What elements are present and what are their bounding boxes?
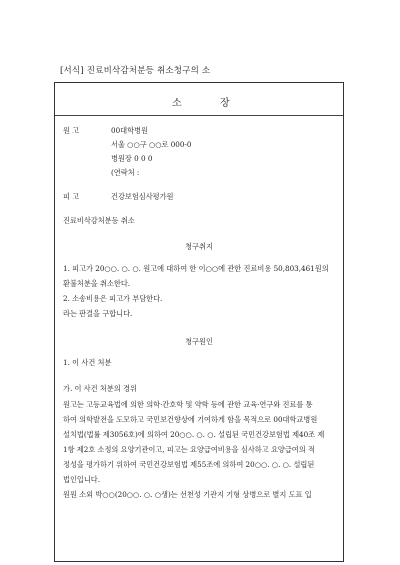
title-row bbox=[55, 83, 343, 116]
plaintiff-contact: (연락처 : bbox=[111, 168, 140, 177]
body-line: 원원 소외 박○○(20○○. ○. ○생)는 선천성 기관지 기형 상병으로 별지 도표 입 bbox=[63, 490, 312, 499]
plaintiff-address: 서울 ○○구 ○○로 000-0 bbox=[111, 140, 192, 149]
claim-line: 1. 피고가 20○○. ○. ○. 원고에 대하여 한 이○○에 관한 진료비용 50,803,461원의 bbox=[63, 264, 329, 273]
body-line: 1항 제2호 소정의 요양기관이고, 피고는 요양급여비용을 심사하고 요양급여의 적 bbox=[63, 445, 315, 454]
body-line: 설치법(법률 제3056호)에 의하여 20○○. ○. ○. 설립된 국민건강보험법 제40조 제 bbox=[63, 430, 325, 439]
claim-heading: 청구취지 bbox=[185, 242, 213, 251]
document-frame bbox=[54, 82, 344, 562]
plaintiff-representative: 병원장 0 0 0 bbox=[111, 154, 153, 163]
plaintiff-name: 00대학병원 bbox=[111, 126, 148, 135]
claim-line: 환불처분을 취소한다. bbox=[63, 279, 131, 288]
subsection-heading: 가. 이 사건 처분의 경위 bbox=[63, 384, 137, 393]
title-char-2: 장 bbox=[220, 98, 230, 109]
form-label: [서식] 진료비삭감처분등 취소청구의 소 bbox=[60, 66, 211, 76]
body-line: 법인입니다. bbox=[63, 475, 101, 484]
body-line: 원고는 고등교육법에 의한 의학·간호학 및 약학 등에 관한 교육·연구와 진료를 통 bbox=[63, 400, 313, 409]
body-line: 정성을 평가하기 위하여 국민건강보험법 제55조에 의하여 20○○. ○. ○. 설립된 bbox=[63, 460, 315, 469]
body-line: 하여 의학발전을 도모하고 국민보건향상에 기여하게 함을 목적으로 00대학교병원 bbox=[63, 415, 318, 424]
claim-line: 2. 소송비용은 피고가 부담한다. bbox=[63, 294, 163, 303]
plaintiff-label: 원 고 bbox=[63, 126, 80, 135]
section-heading: 1. 이 사건 처분 bbox=[63, 358, 112, 367]
claim-line: 라는 판결을 구합니다. bbox=[63, 309, 133, 318]
defendant-label: 피 고 bbox=[63, 192, 80, 201]
reason-heading: 청구원인 bbox=[185, 337, 213, 346]
defendant-name: 건강보험심사평가원 bbox=[111, 192, 174, 201]
title-char-1: 소 bbox=[172, 98, 182, 109]
case-name: 진료비삭감처분등 취소 bbox=[63, 216, 135, 225]
